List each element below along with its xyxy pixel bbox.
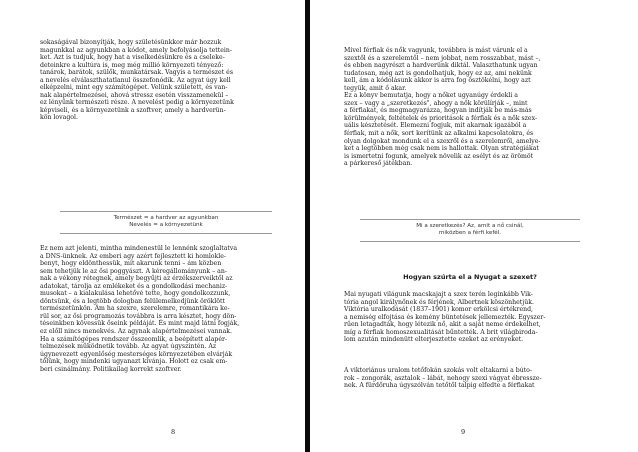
body-paragraph: Mai nyugati világunk macskajajt a szex terén leginkább Vik- tória angol királynőnek és férjének, Albertnek köszönhetjük. Viktória uralkodását (1837–1901) komor erkölcsi értékrend, a nemiség elfojtása és kemény büntetések jellemezték. Egyszer- rűen letagadták, hogy létezik nő, akit a saját neme érdekelhet, míg a férfiak homoszexualitását bűntették. A brit világbiroda- lom azután mindenütt elterjesztette ezeket az erényeket. — [344, 291, 546, 344]
pull-quote-line: Mi a szeretkezés? Az, amit a nő csinál, — [416, 223, 524, 229]
pull-quote-line: miközben a férfi kefél. — [438, 230, 502, 236]
right-page — [330, 0, 638, 452]
page-number: 9 — [461, 428, 466, 436]
pull-quote-line: Nevelés = a környezetünk — [129, 222, 203, 228]
page-number: 8 — [171, 428, 176, 436]
section-heading: Hogyan szúrta el a Nyugat a szexet? — [403, 273, 537, 281]
pull-quote — [60, 211, 272, 234]
body-paragraph: sokaságával bizonyítják, hogy születésünkkor már hozzuk magunkkal az agyunkban a kódot, amely befolyásolja tettein- ket. Azt is tudjuk, hogy hat a viselkedésünkre és a cseleke- deteinkre a kultúra is, meg még millió környezeti tényező: tanárok, barátok, szülők, munkatársak. Vagyis a természet és a nevelés elválaszthatatlanul összefonódik. Az agyat úgy kell elképzelni, mint egy számítógépet. Velünk született, és van- nak alapértelmezései, ahová stressz esetén visszamenekül – ez lényünk természeti része. A nevelést pedig a környezetünk képviseli, és a környezetünk a szoftver, amely a hardverün- kön lovagol. — [40, 39, 234, 122]
body-paragraph: Mivel férfiak és nők vagyunk, továbbra is mást várunk el a szextől és a szerelemtől – nem jobbat, nem rosszabbat, mást –, és ebben nagyrészt a hardverünk diktál. Valaszthatunk ugyan tudatosan, még azt is gondolhatjuk, hogy ez az, ami nekünk kell, ám a kódolásunk akkor is arra fog ösztökélni, hogy azt tegyük, amit ő akar. Ez a könyv bemutatja, hogy a nőket ugyanúgy érdekli a szex – vagy a „szeretkezés", ahogy a nők körülírják –, mint a férfiakat, és megmagyarázza, hogyan indítják be más-más körülmények, feltételek és prioritások a férfiak és a nők szex- uális késztetését. Elemezni fogjuk, mit akarnak igazából a férfiak, mit a nők, sort kerítünk az alkalmi kapcsolatokra, és olyan dolgokat mondunk el a szexről és a szerelemről, amelye- ket a legtöbben még csak nem is hallottak. Olyan stratégiákat is ismertetni fogunk, amelyek növelik az esélyt és az örömöt a párkereső játékban. — [344, 47, 541, 168]
pull-quote — [360, 219, 580, 242]
book-spine-gutter — [305, 0, 310, 452]
left-page — [0, 0, 300, 452]
pull-quote-line: Természet = a hardver az agyunkban — [113, 215, 219, 221]
body-paragraph: A viktoriánus uralom tetőfokán szokás volt eltakarni a bútо- rok – zongorák, asztalok – lábát, nehogy szexi vágyat ébressze- nek. A fürdőruha úgyszólván tetőtől talpig elfedte a férfiakat — [344, 367, 542, 390]
body-paragraph: Ez nem azt jelenti, mintha mindenestül le lennénk szoglaltatva a DNS-ünknek. Az emberi agy azért fejlesztett ki homlokle- benyt, hogy eldönthessük, mit akarunk tenni – ám közben sem tehetjük le az ősi poggyászt. A kéregállományunk – an- nak a vékony rétegnek, amely begyűjti az érzékszerveiktől az adatokat, tárolja az emlékeket és a gondolkodási mechaniz- musokat – a kialakulása lehetővé tette, hogy gondolkozzunk, döntsünk, és a legtöbb dologban felülemelkedjünk öröklött természetünkön. Ám ha szexre, szerelemre, romantikára ke- rül sor, az ősi programozás továbbra is arra késztet, hogy dön- téseinkben kövessük őseink példáját. És mint majd látni fogják, ez előll nincs menekvés. Az agynak alapértelmezései vannak. Ha a számítógépes rendszer összeomlik, a beépített alapér- telmezések működnetik tovább. Az agyat úgyszintén. Az úgynevezett egyenlőség mesterséges környezetében elvárják tőlünk, hogy mindenki ugyanazt kívánja. Holott ez csak em- beri csinálmány. Politikailag korrekt szoftver. — [40, 245, 240, 373]
